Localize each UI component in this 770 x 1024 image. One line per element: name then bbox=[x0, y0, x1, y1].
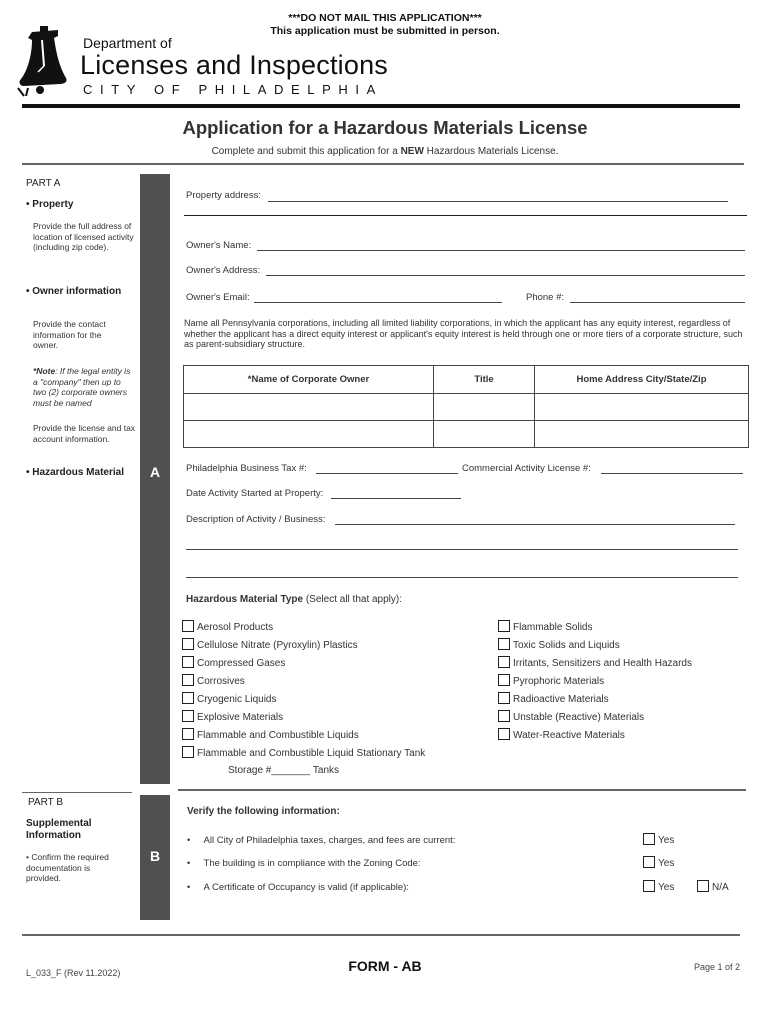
checkbox[interactable] bbox=[498, 674, 510, 686]
option-water-reactive[interactable] bbox=[498, 728, 692, 746]
option-label: Irritants, Sensitizers and Health Hazards bbox=[513, 658, 692, 669]
owner-2-title-cell[interactable] bbox=[434, 421, 535, 448]
mail-notice bbox=[200, 12, 570, 38]
licenses-and-inspections: Licenses and Inspections bbox=[80, 50, 388, 80]
tax-description: Provide the license and tax account information. bbox=[33, 423, 136, 444]
page-subtitle bbox=[0, 146, 770, 157]
option-label: Flammable Solids bbox=[513, 622, 593, 633]
property-address-label: Property address: bbox=[186, 190, 261, 201]
header-title: Title bbox=[434, 366, 535, 394]
part-a-label: PART A bbox=[26, 178, 61, 189]
supplemental-heading: Supplemental Information bbox=[26, 818, 92, 841]
verify-item-2: • The building is in compliance with the Zoning Code: bbox=[187, 858, 421, 869]
note-text: : If the legal entity is a "company" then up to two (2) corporate owners must be named bbox=[33, 366, 131, 408]
business-tax-label: Philadelphia Business Tax #: bbox=[186, 463, 307, 474]
activity-license-line[interactable] bbox=[601, 473, 743, 474]
footer-rule bbox=[22, 934, 740, 936]
owner-heading: • Owner information bbox=[26, 286, 122, 297]
checkbox[interactable] bbox=[182, 710, 194, 722]
subtitle-text-end: Hazardous Materials License. bbox=[423, 146, 559, 157]
header-name: *Name of Corporate Owner bbox=[184, 366, 434, 394]
hazmat-right-options bbox=[498, 620, 692, 746]
option-cryogenic[interactable] bbox=[182, 692, 425, 710]
hazmat-heading: • Hazardous Material bbox=[26, 467, 124, 478]
form-code: L_033_F (Rev 11.2022) bbox=[26, 968, 121, 978]
phone-label: Phone #: bbox=[526, 292, 565, 303]
taxes-yes-option[interactable] bbox=[643, 833, 674, 851]
checkbox[interactable] bbox=[498, 638, 510, 650]
hazmat-left-options bbox=[182, 620, 425, 782]
checkbox[interactable] bbox=[182, 746, 194, 758]
checkbox[interactable] bbox=[182, 692, 194, 704]
option-toxic[interactable] bbox=[498, 638, 692, 656]
option-label: Pyrophoric Materials bbox=[513, 676, 605, 687]
option-pyrophoric[interactable] bbox=[498, 674, 692, 692]
option-label: Corrosives bbox=[197, 676, 245, 687]
option-explosive[interactable] bbox=[182, 710, 425, 728]
yes-label: Yes bbox=[658, 858, 675, 869]
header-address: Home Address City/State/Zip bbox=[535, 366, 749, 394]
option-label: Cryogenic Liquids bbox=[197, 694, 277, 705]
verify-item-text: A Certificate of Occupancy is valid (if applicable): bbox=[203, 882, 409, 893]
option-label: Water-Reactive Materials bbox=[513, 730, 625, 741]
verify-heading: Verify the following information: bbox=[187, 806, 340, 817]
verify-item-text: The building is in compliance with the Zoning Code: bbox=[203, 858, 421, 869]
activity-license-label: Commercial Activity License #: bbox=[462, 463, 591, 474]
confirm-description: • Confirm the required documentation is provided. bbox=[26, 852, 109, 883]
hazmat-type-rest: (Select all that apply): bbox=[303, 594, 403, 605]
option-label: Unstable (Reactive) Materials bbox=[513, 712, 645, 723]
zoning-yes-option[interactable] bbox=[643, 856, 674, 874]
owner-1-address-cell[interactable] bbox=[535, 394, 749, 421]
checkbox[interactable] bbox=[697, 880, 709, 892]
part-a-bar-letter: A bbox=[149, 464, 161, 480]
phone-line[interactable] bbox=[570, 302, 745, 303]
checkbox[interactable] bbox=[182, 674, 194, 686]
owners-name-label: Owner's Name: bbox=[186, 240, 252, 251]
option-flammable-liquids[interactable] bbox=[182, 728, 425, 746]
checkbox[interactable] bbox=[498, 728, 510, 740]
option-corrosives[interactable] bbox=[182, 674, 425, 692]
city-of-philadelphia: CITY OF PHILADELPHIA bbox=[83, 82, 383, 97]
property-address-line[interactable] bbox=[268, 201, 728, 202]
owner-1-name-cell[interactable] bbox=[184, 394, 434, 421]
option-cellulose-nitrate[interactable] bbox=[182, 638, 425, 656]
occupancy-yes-option[interactable] bbox=[643, 880, 674, 898]
owners-email-label: Owner's Email: bbox=[186, 292, 250, 303]
description-line-1[interactable] bbox=[335, 524, 735, 525]
corporation-instructions: Name all Pennsylvania corporations, including all limited liability corporations, in which the applicant has any equity interest, regardless of whether the applicant has a direct equity interest or applicant's equity interest is held through one or more tiers of a corporate structure, such as parent-subsidiary structure. bbox=[184, 318, 743, 349]
corporate-owners-table bbox=[183, 365, 749, 448]
owner-description: Provide the contact information for the owner. bbox=[33, 319, 106, 350]
option-label: Flammable and Combustible Liquids bbox=[197, 730, 359, 741]
verify-item-3: • A Certificate of Occupancy is valid (if applicable): bbox=[187, 882, 409, 893]
option-radioactive[interactable] bbox=[498, 692, 692, 710]
notice-line-1: ***DO NOT MAIL THIS APPLICATION*** bbox=[288, 12, 482, 24]
checkbox[interactable] bbox=[182, 620, 194, 632]
checkbox[interactable] bbox=[182, 638, 194, 650]
hazmat-type-bold: Hazardous Material Type bbox=[186, 594, 304, 605]
verify-item-text: All City of Philadelphia taxes, charges, and fees are current: bbox=[203, 835, 456, 846]
description-line-3[interactable] bbox=[186, 577, 738, 578]
owners-address-line[interactable] bbox=[266, 275, 745, 276]
checkbox[interactable] bbox=[643, 880, 655, 892]
part-a-bar bbox=[140, 174, 170, 784]
checkbox[interactable] bbox=[498, 620, 510, 632]
occupancy-na-option[interactable] bbox=[697, 880, 729, 898]
page-title: Application for a Hazardous Materials License bbox=[182, 117, 588, 138]
description-label: Description of Activity / Business: bbox=[186, 514, 326, 525]
checkbox[interactable] bbox=[643, 856, 655, 868]
date-started-line[interactable] bbox=[331, 498, 461, 499]
owners-address-label: Owner's Address: bbox=[186, 265, 261, 276]
owner-1-title-cell[interactable] bbox=[434, 394, 535, 421]
yes-label: Yes bbox=[658, 882, 675, 893]
property-description: Provide the full address of location of licensed activity (including zip code). bbox=[33, 221, 134, 252]
note-label: *Note bbox=[33, 366, 56, 376]
option-label: Compressed Gases bbox=[197, 658, 286, 669]
form-name: FORM - AB bbox=[348, 958, 422, 974]
verify-item-1: • All City of Philadelphia taxes, charges, and fees are current: bbox=[187, 835, 456, 846]
storage-tanks[interactable]: Storage #_______ Tanks bbox=[228, 765, 340, 776]
checkbox[interactable] bbox=[182, 656, 194, 668]
owners-name-line[interactable] bbox=[257, 250, 745, 251]
option-label: Flammable and Combustible Liquid Stationary Tank bbox=[197, 748, 426, 759]
header-rule bbox=[22, 104, 740, 108]
property-address-line-2[interactable] bbox=[184, 215, 747, 216]
option-label: Aerosol Products bbox=[197, 622, 274, 633]
property-heading: • Property bbox=[26, 199, 74, 210]
option-flammable-solids[interactable] bbox=[498, 620, 692, 638]
option-label: Cellulose Nitrate (Pyroxylin) Plastics bbox=[197, 640, 358, 651]
subtitle-text: Complete and submit this application for a bbox=[211, 146, 401, 157]
notice-line-2: This application must be submitted in person. bbox=[270, 25, 500, 37]
department-of: Department of bbox=[83, 35, 172, 51]
option-stationary-tank[interactable] bbox=[182, 746, 425, 764]
owner-2-address-cell[interactable] bbox=[535, 421, 749, 448]
checkbox[interactable] bbox=[643, 833, 655, 845]
business-tax-line[interactable] bbox=[316, 473, 458, 474]
corporate-note bbox=[33, 366, 135, 408]
checkbox[interactable] bbox=[498, 710, 510, 722]
checkbox[interactable] bbox=[498, 656, 510, 668]
table-row bbox=[184, 421, 749, 448]
yes-label: Yes bbox=[658, 835, 675, 846]
hazmat-type-heading bbox=[186, 594, 402, 605]
option-aerosol[interactable] bbox=[182, 620, 425, 638]
part-b-sidebar-rule bbox=[22, 792, 132, 793]
option-label: Explosive Materials bbox=[197, 712, 284, 723]
owners-email-line[interactable] bbox=[254, 302, 502, 303]
owner-2-name-cell[interactable] bbox=[184, 421, 434, 448]
subtitle-new: NEW bbox=[400, 146, 424, 157]
liberty-bell-logo bbox=[14, 26, 74, 98]
page-number: Page 1 of 2 bbox=[694, 962, 741, 972]
title-rule bbox=[22, 163, 744, 165]
part-b-rule bbox=[178, 789, 746, 791]
part-b-label: PART B bbox=[28, 797, 64, 808]
table-row bbox=[184, 394, 749, 421]
part-b-bar-letter: B bbox=[149, 847, 161, 864]
option-label: Toxic Solids and Liquids bbox=[513, 640, 620, 651]
option-unstable[interactable] bbox=[498, 710, 692, 728]
description-line-2[interactable] bbox=[186, 549, 738, 550]
checkbox[interactable] bbox=[182, 728, 194, 740]
table-header-row bbox=[184, 366, 749, 394]
part-b-bar bbox=[140, 795, 170, 920]
na-label: N/A bbox=[712, 882, 729, 893]
checkbox[interactable] bbox=[498, 692, 510, 704]
option-compressed-gases[interactable] bbox=[182, 656, 425, 674]
option-irritants[interactable] bbox=[498, 656, 692, 674]
date-started-label: Date Activity Started at Property: bbox=[186, 488, 324, 499]
option-label: Radioactive Materials bbox=[513, 694, 609, 705]
